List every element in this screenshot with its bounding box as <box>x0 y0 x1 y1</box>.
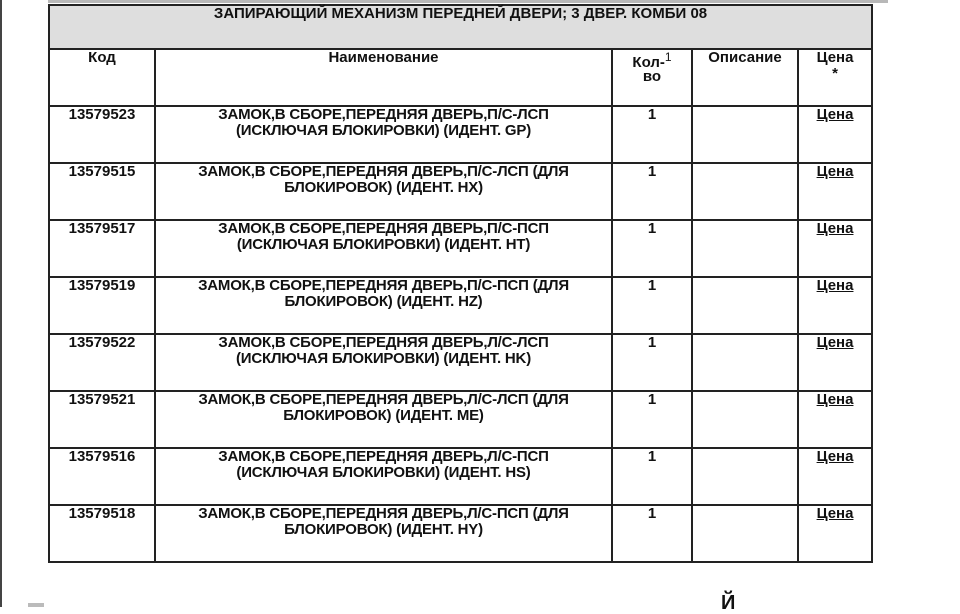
part-name <box>155 391 612 448</box>
part-name-line1: ЗАМОК,В СБОРЕ,ПЕРЕДНЯЯ ДВЕРЬ,П/С-ПСП (ДЛЯ <box>198 277 569 294</box>
previous-content-edge <box>48 0 888 3</box>
price-cell <box>798 163 872 220</box>
part-name <box>155 277 612 334</box>
column-header-code: Код <box>49 49 155 106</box>
part-qty: 1 <box>612 106 692 163</box>
part-qty: 1 <box>612 277 692 334</box>
price-link[interactable]: Цена <box>816 163 854 180</box>
table-header-row <box>49 49 872 106</box>
part-name-line2: БЛОКИРОВОК) (ИДЕНТ. HX) <box>284 179 483 196</box>
part-name-line2: (ИСКЛЮЧАЯ БЛОКИРОВКИ) (ИДЕНТ. GP) <box>236 122 531 139</box>
price-link[interactable]: Цена <box>816 448 854 465</box>
part-description <box>692 220 798 277</box>
part-qty: 1 <box>612 334 692 391</box>
qty-header-line2: во <box>642 68 662 85</box>
table-title-row <box>49 5 872 49</box>
table-row <box>49 163 872 220</box>
part-code: 13579523 <box>49 106 155 163</box>
part-name <box>155 334 612 391</box>
price-cell <box>798 448 872 505</box>
part-description <box>692 505 798 562</box>
part-name-line2: БЛОКИРОВОК) (ИДЕНТ. HZ) <box>284 293 483 310</box>
part-name-line2: БЛОКИРОВОК) (ИДЕНТ. ME) <box>283 407 484 424</box>
part-name-line1: ЗАМОК,В СБОРЕ,ПЕРЕДНЯЯ ДВЕРЬ,П/С-ЛСП <box>218 106 549 123</box>
part-name <box>155 505 612 562</box>
part-name <box>155 220 612 277</box>
price-footnote-mark: * <box>832 65 838 82</box>
part-name-line2: (ИСКЛЮЧАЯ БЛОКИРОВКИ) (ИДЕНТ. HT) <box>236 236 531 253</box>
part-description <box>692 163 798 220</box>
part-name-line2: (ИСКЛЮЧАЯ БЛОКИРОВКИ) (ИДЕНТ. HK) <box>236 350 531 367</box>
column-header-description: Описание <box>692 49 798 106</box>
price-link[interactable]: Цена <box>816 391 854 408</box>
column-header-price <box>798 49 872 106</box>
price-link[interactable]: Цена <box>816 277 854 294</box>
part-name <box>155 106 612 163</box>
part-name-line2: БЛОКИРОВОК) (ИДЕНТ. HY) <box>284 521 483 538</box>
part-qty: 1 <box>612 448 692 505</box>
part-name-line1: ЗАМОК,В СБОРЕ,ПЕРЕДНЯЯ ДВЕРЬ,Л/С-ЛСП <box>218 334 549 351</box>
price-link[interactable]: Цена <box>816 505 854 522</box>
part-code: 13579522 <box>49 334 155 391</box>
table-row <box>49 334 872 391</box>
part-qty: 1 <box>612 505 692 562</box>
qty-footnote-mark: 1 <box>664 50 672 64</box>
part-description <box>692 334 798 391</box>
part-name <box>155 448 612 505</box>
table-row <box>49 448 872 505</box>
price-link[interactable]: Цена <box>816 334 854 351</box>
qty-header-line1: Кол- <box>632 54 665 71</box>
part-name-line2: (ИСКЛЮЧАЯ БЛОКИРОВКИ) (ИДЕНТ. HS) <box>236 464 531 481</box>
table-row <box>49 391 872 448</box>
table-row <box>49 505 872 562</box>
part-qty: 1 <box>612 163 692 220</box>
price-cell <box>798 277 872 334</box>
part-name-line1: ЗАМОК,В СБОРЕ,ПЕРЕДНЯЯ ДВЕРЬ,Л/С-ПСП (ДЛЯ <box>198 505 569 522</box>
price-link[interactable]: Цена <box>816 220 854 237</box>
part-description <box>692 106 798 163</box>
part-name-line1: ЗАМОК,В СБОРЕ,ПЕРЕДНЯЯ ДВЕРЬ,П/С-ЛСП (ДЛЯ <box>198 163 569 180</box>
price-cell <box>798 334 872 391</box>
price-cell <box>798 220 872 277</box>
part-code: 13579517 <box>49 220 155 277</box>
part-description <box>692 448 798 505</box>
price-link[interactable]: Цена <box>816 106 854 123</box>
part-qty: 1 <box>612 220 692 277</box>
table-row <box>49 220 872 277</box>
column-header-qty <box>612 49 692 106</box>
part-code: 13579518 <box>49 505 155 562</box>
part-code: 13579515 <box>49 163 155 220</box>
table-title: ЗАПИРАЮЩИЙ МЕХАНИЗМ ПЕРЕДНЕЙ ДВЕРИ; 3 ДВЕР. КОМБИ 08 <box>49 5 872 49</box>
part-name-line1: ЗАМОК,В СБОРЕ,ПЕРЕДНЯЯ ДВЕРЬ,П/С-ПСП <box>218 220 549 237</box>
table-row <box>49 106 872 163</box>
next-content-partial-text: Й <box>721 592 736 614</box>
price-cell <box>798 106 872 163</box>
price-cell <box>798 505 872 562</box>
parts-table <box>48 4 873 563</box>
part-description <box>692 391 798 448</box>
part-name-line1: ЗАМОК,В СБОРЕ,ПЕРЕДНЯЯ ДВЕРЬ,Л/С-ПСП <box>218 448 549 465</box>
part-code: 13579521 <box>49 391 155 448</box>
price-cell <box>798 391 872 448</box>
part-name <box>155 163 612 220</box>
column-header-name: Наименование <box>155 49 612 106</box>
part-name-line1: ЗАМОК,В СБОРЕ,ПЕРЕДНЯЯ ДВЕРЬ,Л/С-ЛСП (ДЛЯ <box>198 391 569 408</box>
part-qty: 1 <box>612 391 692 448</box>
part-code: 13579516 <box>49 448 155 505</box>
part-code: 13579519 <box>49 277 155 334</box>
next-content-edge <box>28 603 44 607</box>
part-description <box>692 277 798 334</box>
table-row <box>49 277 872 334</box>
page-edge <box>0 0 2 607</box>
price-header-label: Цена <box>816 49 854 66</box>
